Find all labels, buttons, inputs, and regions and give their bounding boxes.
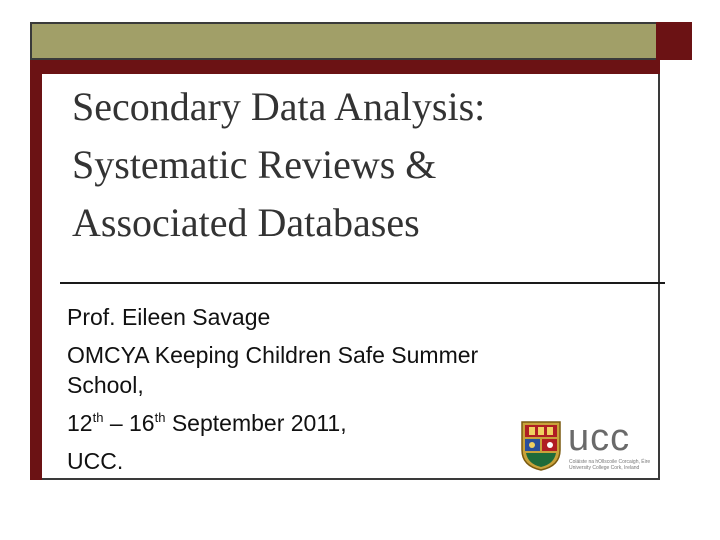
header-band <box>30 22 660 60</box>
ucc-english-name: University College Cork, Ireland <box>569 465 640 471</box>
date-rest: September 2011, <box>165 410 347 436</box>
header-divider <box>30 60 660 74</box>
ucc-logo <box>520 417 655 472</box>
start-day-suffix: th <box>92 410 104 425</box>
venue: UCC. <box>67 448 124 474</box>
ucc-irish-name: Coláiste na hOllscoile Corcaigh, Éire <box>569 459 651 465</box>
event-name-line-2: School, <box>67 372 144 398</box>
corner-accent-square <box>656 22 692 60</box>
title-line-1: Secondary Data Analysis: <box>72 84 486 129</box>
start-day: 12 <box>67 410 93 436</box>
title-line-3: Associated Databases <box>72 200 420 245</box>
ucc-crest-icon <box>520 420 562 472</box>
presenter-name: Prof. Eileen Savage <box>67 304 271 330</box>
title-rule <box>60 282 665 284</box>
end-day: 16 <box>129 410 155 436</box>
end-day-suffix: th <box>154 410 166 425</box>
slide-title <box>72 78 632 252</box>
event-name-line-1: OMCYA Keeping Children Safe Summer <box>67 342 479 368</box>
date-separator: – <box>103 410 130 436</box>
title-line-2: Systematic Reviews & <box>72 142 437 187</box>
side-accent-bar <box>30 60 42 480</box>
ucc-wordmark: ucc <box>568 417 631 459</box>
